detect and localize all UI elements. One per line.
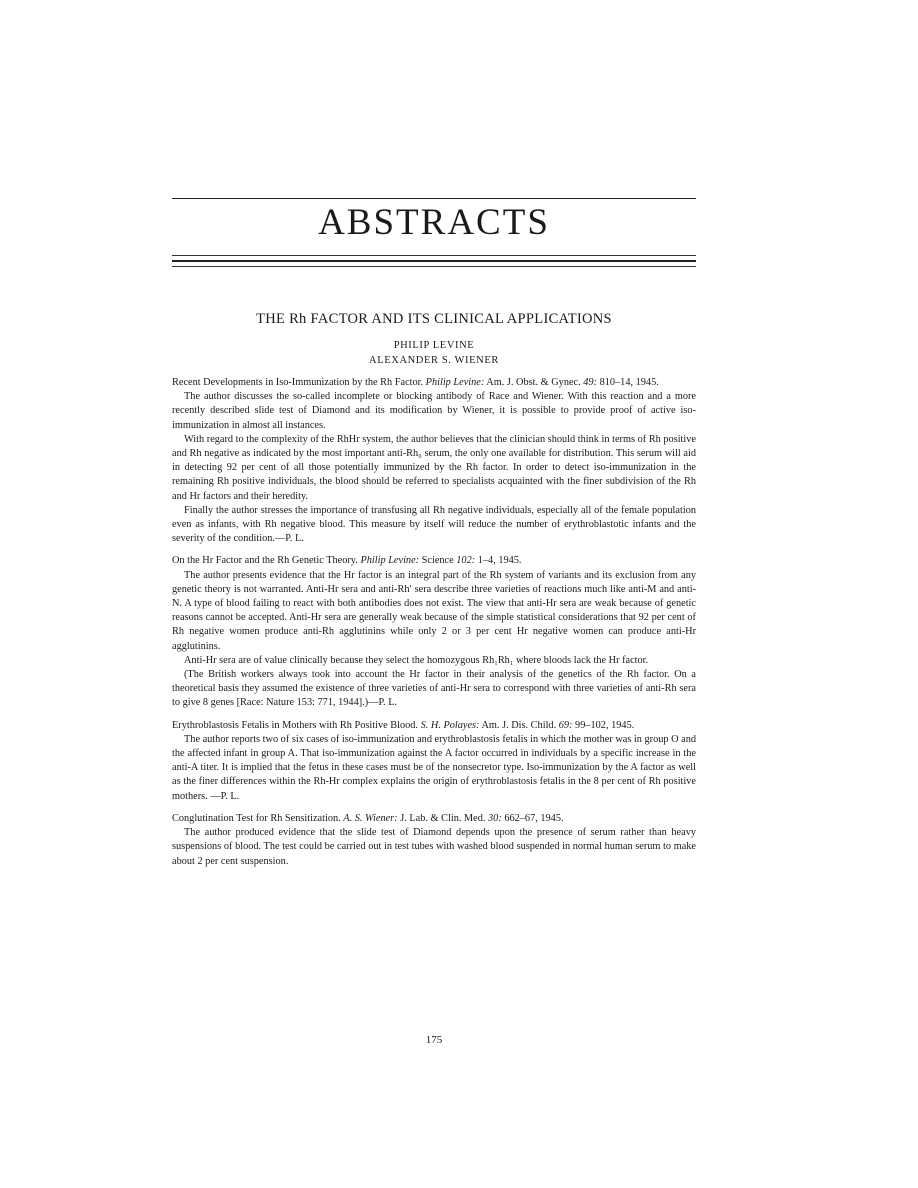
citation-source: Am. J. Dis. Child. <box>481 719 557 731</box>
citation-source: Am. J. Obst. & Gynec. <box>486 377 581 388</box>
citation-author: Philip Levine: <box>425 377 485 388</box>
citation-pages: 99–102, 1945. <box>575 719 635 731</box>
abstract-paragraph: The author discusses the so-called incomplete or blocking antibody of Race and Wiener. With this reaction and a more recently described slide test of Diamond and its modification by Wiener, it is possible to provide proof of active iso-immunization in almost all instances. <box>172 391 696 431</box>
header-rule-thin-2 <box>172 266 696 267</box>
section-author: PHILIP LEVINE <box>393 340 475 351</box>
abstract-paragraph: With regard to the complexity of the RhHr system, the author believes that the clinician should think in terms of Rh positive and Rh negative as indicated by the most important anti-Rh₀ serum, the only one available for distribution. This serum will aid in detecting 92 per cent of all those potentially immunized by the Rh factor. In order to detect iso-immunization in the remaining Rh positive individuals, the blood should be referred to specialists acquainted with the finer subdivision of the Rh and Hr factors and their heredity. <box>172 433 696 502</box>
citation-title: Recent Developments in Iso-Immunization by the Rh Factor. <box>172 377 424 388</box>
citation-volume: 102: <box>456 555 476 567</box>
abstract-entry <box>172 719 696 804</box>
abstract-paragraph: Finally the author stresses the importance of transfusing all Rh negative individuals, especially all of the female population even as infants, with Rh negative blood. This measure by itself will reduce the number of erythroblastotic infants and the severity of the condition.—P. L. <box>172 504 696 545</box>
citation-title: Erythroblastosis Fetalis in Mothers with Rh Positive Blood. <box>172 719 418 731</box>
header-top-rule <box>172 198 696 199</box>
citation-pages: 1–4, 1945. <box>477 555 522 567</box>
citation-source: J. Lab. & Clin. Med. <box>400 812 486 824</box>
page-number: 175 <box>425 1034 443 1046</box>
abstract-paragraph: The author presents evidence that the Hr factor is an integral part of the Rh system of variants and its exclusion from any genetic theory is not warranted. Anti-Hr sera and anti-Rh′ sera describe three varieties of reactions much like anti-M and anti-N. A type of blood failing to react with both antibodies does not exist. The view that anti-Hr sera are weak because of genetic reasons cannot be accepted. Anti-Hr sera are generally weak because of the simple statistical considerations that 92 per cent of Rh negative women produce anti-Rh agglutinins while only 2 or 3 per cent Hr negative women can produce anti-Hr agglutinins. <box>172 569 696 652</box>
journal-title: ABSTRACTS <box>318 202 550 243</box>
citation-volume: 30: <box>488 812 502 824</box>
abstract-entry <box>172 376 696 546</box>
citation-volume: 49: <box>583 377 597 388</box>
citation-author: A. S. Wiener: <box>343 812 398 824</box>
abstract-citation <box>172 719 696 733</box>
abstract-paragraph: (The British workers always took into account the Hr factor in their analysis of the genetics of the Rh factor. On a theoretical basis they assumed the existence of three varieties of anti-Hr sera to correspond with three varieties of anti-Rh sera to give 8 genes [Race: Nature 153: 771, 1944].)—P. L. <box>172 669 696 709</box>
citation-title: Conglutination Test for Rh Sensitization. <box>172 812 341 824</box>
abstract-paragraph: The author produced evidence that the slide test of Diamond depends upon the presence of serum rather than heavy suspensions of blood. The test could be carried out in test tubes with washed blood suspended in normal human serum to make about 2 per cent suspension. <box>172 827 696 867</box>
section-title: THE Rh FACTOR AND ITS CLINICAL APPLICATIONS <box>256 311 612 327</box>
abstract-entry <box>172 554 696 710</box>
citation-author: S. H. Polayes: <box>420 719 480 731</box>
citation-author: Philip Levine: <box>360 555 420 567</box>
header-rule-thin-1 <box>172 255 696 256</box>
abstract-paragraph: The author reports two of six cases of iso-immunization and erythroblastosis fetalis in which the mother was in group O and the affected infant in group A. That iso-immunization against the A factor occurred in individuals by a specific increase in the anti-A titer. It is implied that the fetus in these cases must be of the nonsecretor type. Iso-immunization by the A factor as well as the finer differences within the Rh-Hr complex explains the origin of erythroblastosis fetalis in the 8 per cent of Rh positive mothers. —P. L. <box>172 733 696 802</box>
abstracts-body <box>172 376 696 877</box>
abstract-paragraph: Anti-Hr sera are of value clinically because they select the homozygous Rh₁Rh₁ where bloods lack the Hr factor. <box>184 654 649 666</box>
citation-title: On the Hr Factor and the Rh Genetic Theory. <box>172 555 358 567</box>
abstract-citation <box>172 376 696 390</box>
citation-pages: 662–67, 1945. <box>504 812 564 824</box>
header-rule-thick <box>172 260 696 262</box>
section-author: ALEXANDER S. WIENER <box>369 355 499 366</box>
citation-pages: 810–14, 1945. <box>599 377 659 388</box>
abstract-citation <box>172 812 696 826</box>
abstract-entry <box>172 812 696 869</box>
abstract-citation <box>172 554 696 568</box>
citation-source: Science <box>421 555 454 567</box>
citation-volume: 69: <box>558 719 573 731</box>
